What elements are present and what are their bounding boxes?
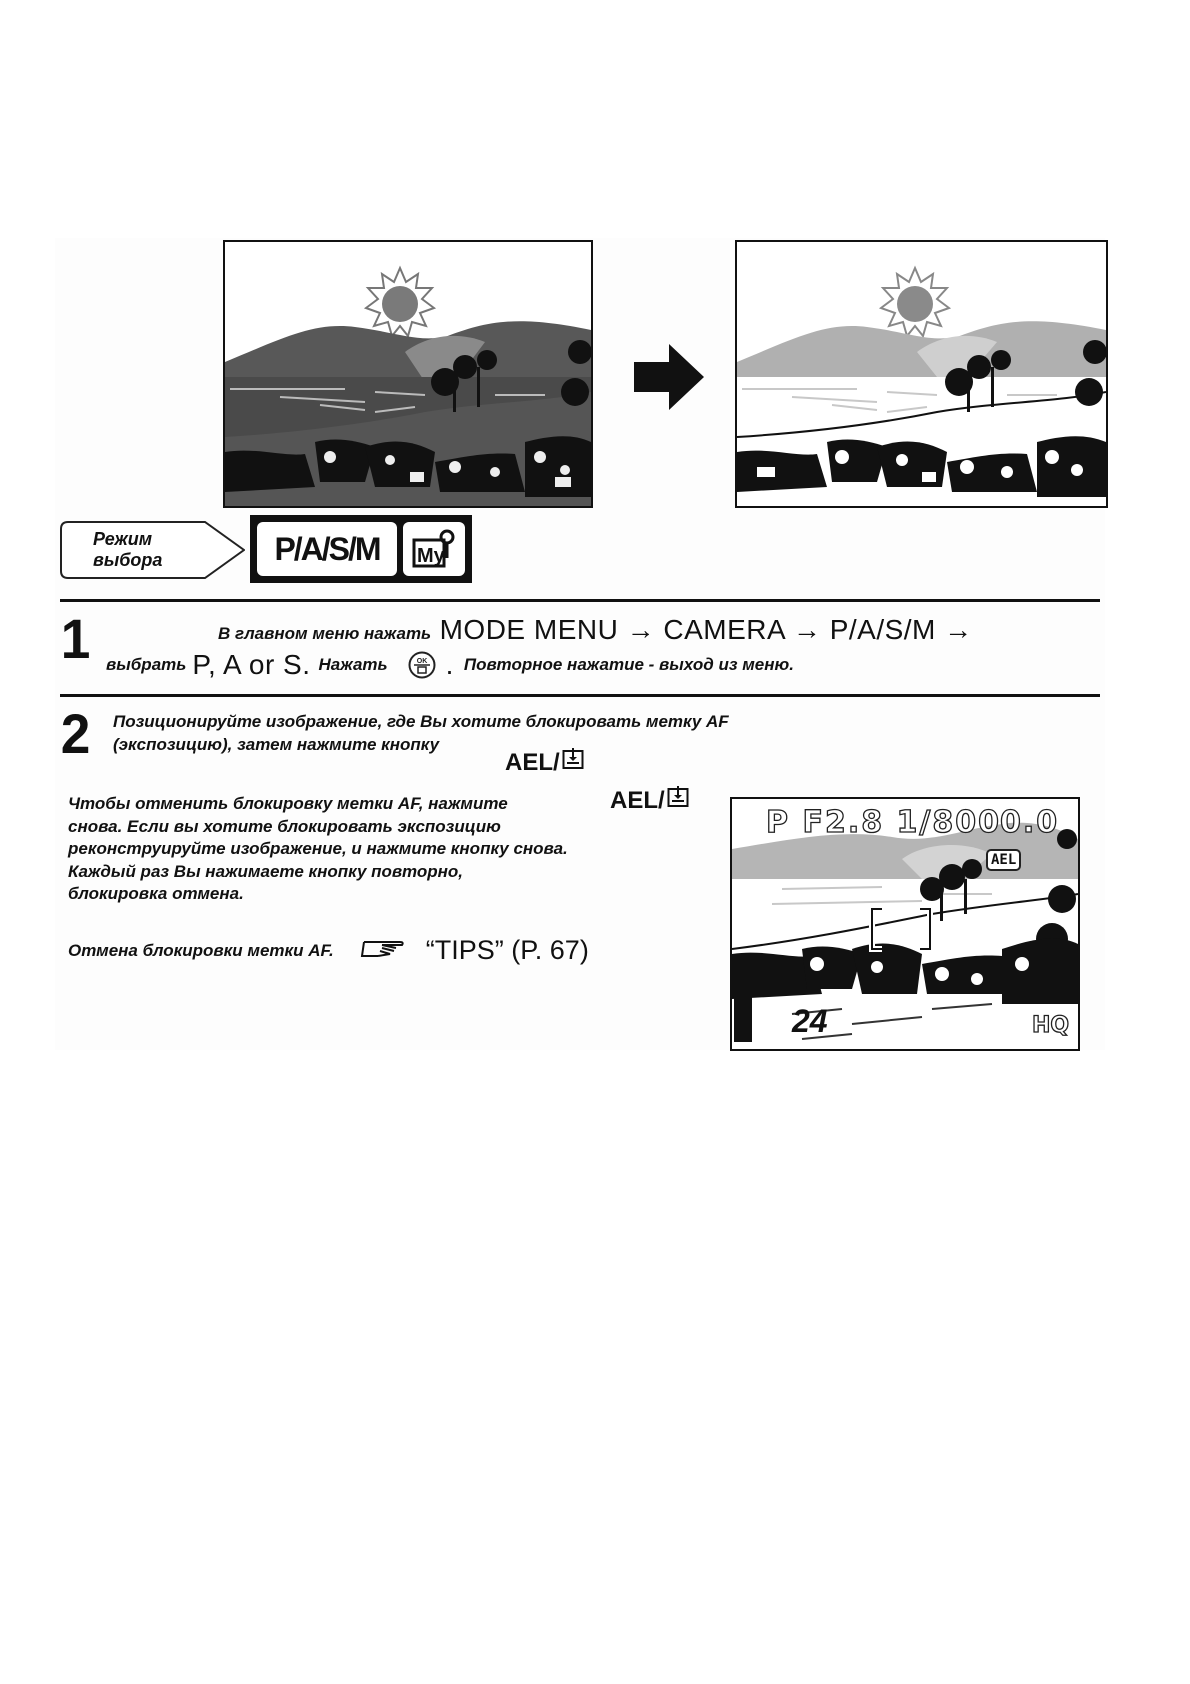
cancel-instructions [68, 793, 568, 906]
cancel-line: блокировка отмена. [68, 884, 244, 903]
mode-tag-line1: Режим [93, 529, 153, 549]
press-label: Нажать [318, 655, 388, 674]
mode-selector-tag [60, 521, 245, 579]
lcd-exposure-readout [766, 805, 1001, 840]
tips-reference [68, 935, 589, 966]
right-arrow-icon [634, 344, 706, 410]
divider [60, 599, 1100, 602]
ael-button-label-cancel [610, 786, 689, 815]
lcd-shutter: 1/800 [896, 805, 1001, 840]
after-scene-image [735, 240, 1108, 508]
step-1-number: 1 [60, 607, 91, 670]
lcd-aperture: F2.8 [802, 805, 885, 840]
mode-choices: P, A or S. [192, 649, 311, 680]
before-scene-image [223, 240, 593, 508]
cancel-line: реконструируйте изображение, и нажмите кнопку снова. [68, 839, 568, 858]
cancel-line: Чтобы отменить блокировку метки AF, нажмите [68, 794, 508, 813]
step-1-prefix: В главном меню нажать [218, 624, 432, 643]
cancel-line: Каждый раз Вы нажимаете кнопку повторно, [68, 861, 463, 881]
step-2-line-2 [113, 735, 439, 755]
tips-link[interactable]: “TIPS” (P. 67) [425, 935, 589, 965]
quality-indicator: HQ [1032, 1013, 1070, 1038]
ael-text: AEL/ [610, 786, 665, 814]
step-1-line-1 [218, 614, 973, 646]
svg-text:My: My [417, 545, 445, 567]
ael-text: AEL/ [505, 748, 560, 776]
step-2-line-1: Позиционируйте изображение, где Вы хотите блокировать метку AF [113, 712, 729, 731]
lcd-exposure-comp: 0.0 [1000, 805, 1060, 840]
mode-pasm: P/A/S/M [257, 522, 397, 576]
mode-tag-line2: выбора [93, 550, 163, 570]
step-1-line-2 [106, 649, 794, 681]
mode-my-icon [403, 522, 465, 576]
shots-remaining: 24 [792, 1003, 828, 1039]
reference-label: Отмена блокировки метки AF. [68, 940, 334, 960]
pointing-hand-icon [360, 938, 406, 963]
lcd-preview-image [730, 797, 1080, 1051]
cancel-line: снова. Если вы хотите блокировать экспозицию [68, 816, 501, 836]
mode-dial-box [250, 515, 472, 583]
menu-path: MODE MENU → CAMERA → P/A/S/M → [439, 614, 973, 645]
ael-badge: AEL [986, 849, 1021, 871]
period: . [445, 649, 454, 680]
svg-text:OK: OK [416, 658, 427, 665]
step-2-line-2-text: (экспозицию), затем нажмите кнопку [113, 735, 440, 754]
exposure-lock-icon [562, 748, 584, 777]
lcd-mode: P [766, 805, 790, 840]
ok-button-icon [408, 651, 436, 679]
exposure-lock-icon [667, 786, 689, 815]
divider [60, 694, 1100, 697]
ael-button-label [505, 748, 584, 777]
select-label: выбрать [106, 655, 187, 674]
step-2-number: 2 [60, 702, 91, 765]
exit-menu-note: Повторное нажатие - выход из меню. [463, 655, 794, 674]
